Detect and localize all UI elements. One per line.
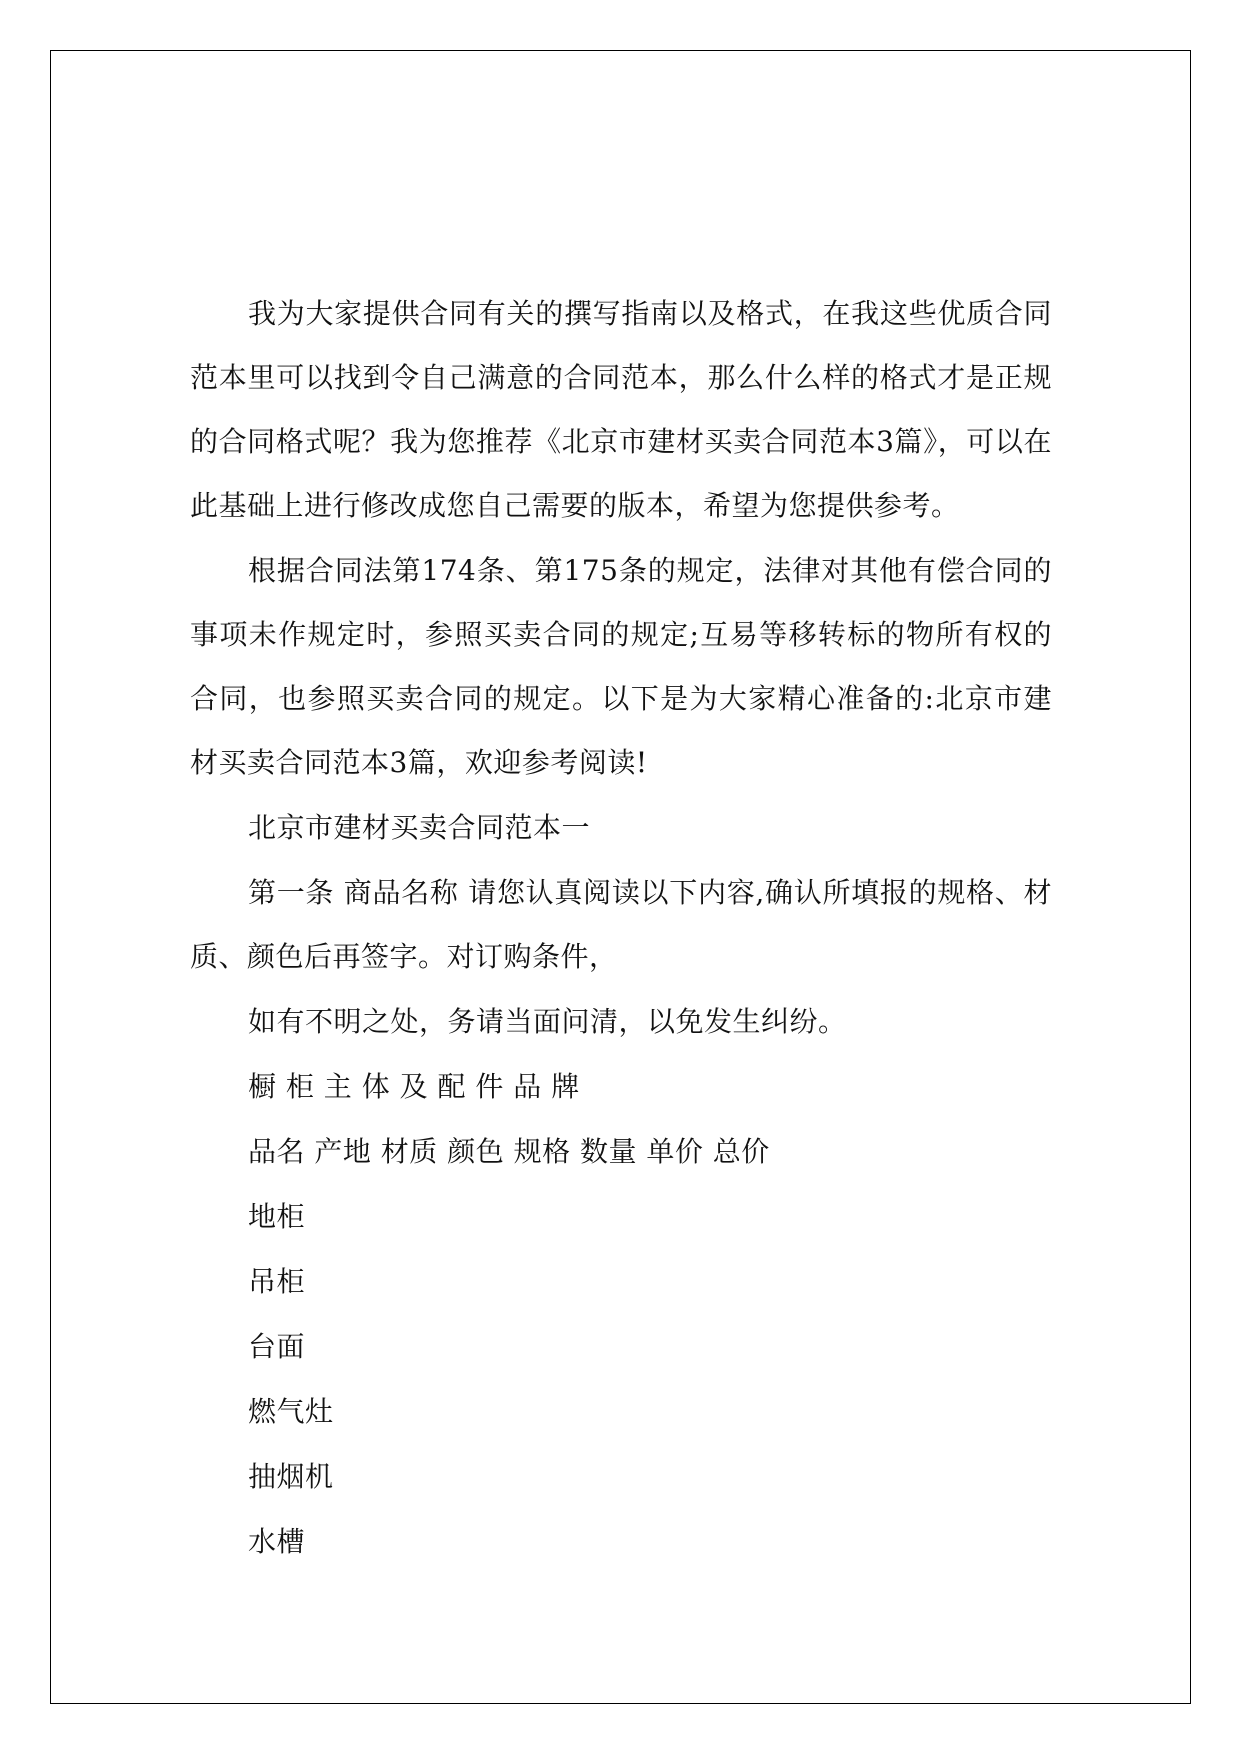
item-line: 燃气灶 xyxy=(248,1395,334,1428)
item-line: 水槽 xyxy=(248,1525,306,1558)
article-one: 第一条 商品名称 请您认真阅读以下内容,确认所填报的规格、材质、颜色后再签字。对订购条件， xyxy=(190,876,1052,973)
item-line: 台面 xyxy=(248,1330,306,1363)
contract-title: 北京市建材买卖合同范本一 xyxy=(248,811,591,844)
item-line: 吊柜 xyxy=(248,1265,306,1298)
item-line: 地柜 xyxy=(248,1200,306,1233)
document-body xyxy=(190,282,1052,1574)
table-header-line: 品名 产地 材质 颜色 规格 数量 单价 总价 xyxy=(248,1135,770,1168)
item-line: 抽烟机 xyxy=(248,1460,334,1493)
intro-paragraph: 我为大家提供合同有关的撰写指南以及格式，在我这些优质合同范本里可以找到令自己满意的合同范本，那么什么样的格式才是正规的合同格式呢？我为您推荐《北京市建材买卖合同范本3篇》，可以在此基础上进行修改成您自己需要的版本，希望为您提供参考。 xyxy=(190,297,1052,522)
article-note: 如有不明之处，务请当面问清，以免发生纠纷。 xyxy=(248,1005,847,1038)
legal-basis-paragraph: 根据合同法第174条、第175条的规定，法律对其他有偿合同的事项未作规定时，参照买卖合同的规定;互易等移转标的物所有权的合同，也参照买卖合同的规定。以下是为大家精心准备的:北京市建材买卖合同范本3篇，欢迎参考阅读! xyxy=(190,554,1052,779)
cabinet-brand-heading: 橱 柜 主 体 及 配 件 品 牌 xyxy=(248,1070,580,1103)
